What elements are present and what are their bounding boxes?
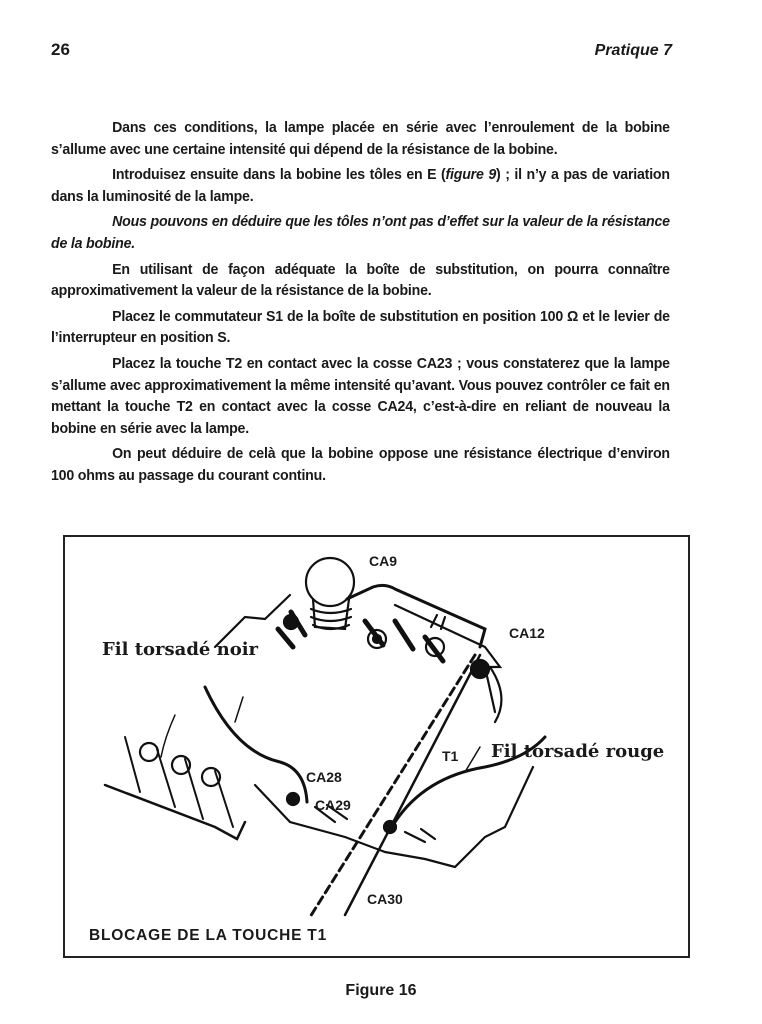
- figure-reference: figure 9: [445, 167, 497, 184]
- label-ca28: CA28: [306, 769, 342, 785]
- lower-strip-edge: [105, 785, 245, 839]
- paragraph: En utilisant de façon adéquate la boîte de substitution, on pourra connaître approximativement la valeur de la résistance de la bobine.: [51, 261, 670, 300]
- black-wire-arrow: [235, 697, 243, 722]
- paragraph-conclusion: Nous pouvons en déduire que les tôles n’ont pas d’effet sur la valeur de la résistance de la bobine.: [51, 214, 670, 252]
- text-run: Introduisez ensuite dans la bobine les tôles en E (: [112, 167, 446, 184]
- upper-strip-right-edge: [395, 605, 500, 712]
- t1-key-line: [345, 655, 480, 915]
- label-ca29: CA29: [315, 797, 351, 813]
- page-number: 26: [51, 40, 70, 59]
- t1-key-dashed-line: [310, 655, 475, 917]
- label-t1: T1: [442, 748, 459, 764]
- figure-16: [63, 535, 690, 958]
- paragraph: Placez la touche T2 en contact avec la cosse CA23 ; vous constaterez que la lampe s’allume avec approximativement la même intensité qu’avant. Vous pouvez contrôler ce fait en mettant la touche T2 en contact avec la cosse CA24, c’est-à-dire en reliant de nouveau la bobine en série avec la lampe.: [51, 355, 670, 437]
- lamp-threads: [311, 609, 351, 629]
- paragraph: [51, 165, 670, 208]
- label-ca9: CA9: [369, 553, 398, 569]
- label-ca30: CA30: [367, 891, 403, 907]
- body-text: [51, 118, 670, 492]
- label-black-wire: Fil torsadé noir: [102, 639, 259, 660]
- text-run: ) ; il n’y a pas de variation dans la luminosité de la lampe.: [51, 167, 670, 205]
- label-ca12: CA12: [509, 625, 545, 641]
- figure-caption: Figure 16: [345, 982, 417, 999]
- label-red-wire: Fil torsadé rouge: [491, 741, 665, 762]
- paragraph: Placez le commutateur S1 de la boîte de substitution en position 100 Ω et le levier de l’interrupteur en position S.: [51, 308, 670, 347]
- figure-inner-caption: BLOCAGE DE LA TOUCHE T1: [89, 927, 327, 944]
- paragraph: On peut déduire de celà que la bobine oppose une résistance électrique d’environ 100 ohms au passage du courant continu.: [51, 446, 670, 484]
- running-head: Pratique 7: [594, 42, 672, 59]
- paragraph: Dans ces conditions, la lampe placée en série avec l’enroulement de la bobine s’allume avec une certaine intensité qui dépend de la résistance de la bobine.: [51, 120, 670, 158]
